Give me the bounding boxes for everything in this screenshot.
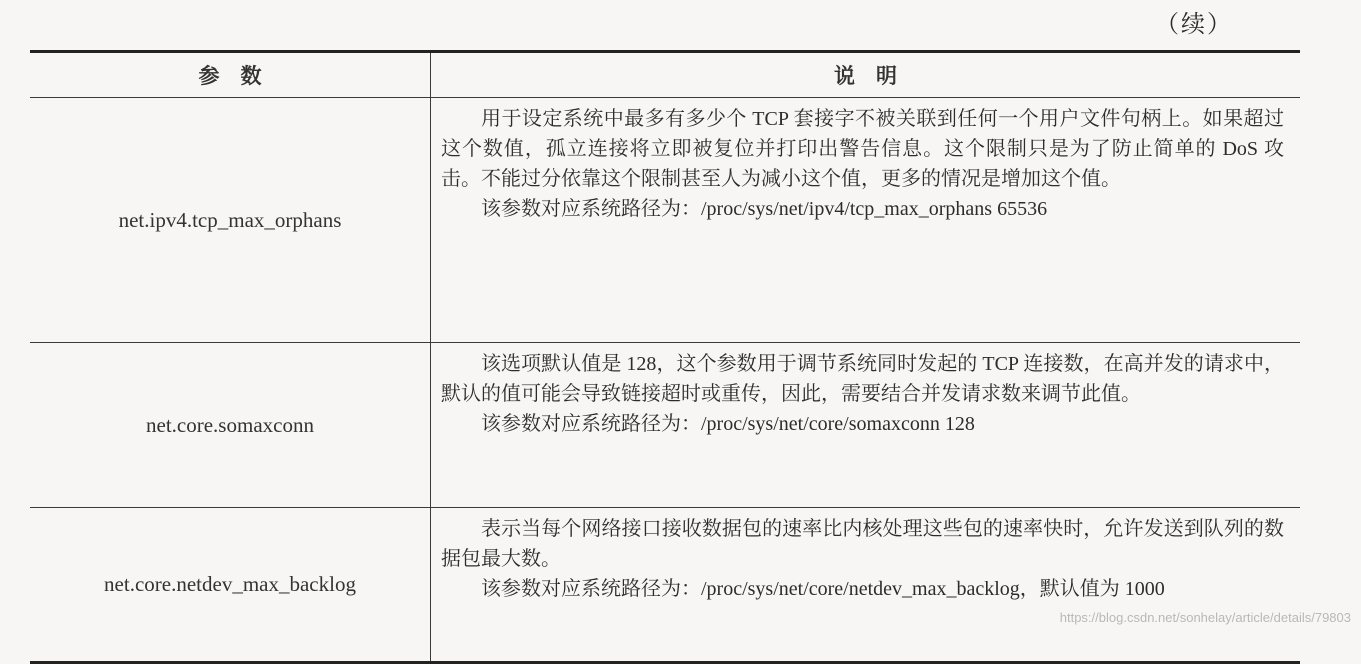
param-description (431, 343, 1301, 508)
param-name: net.core.somaxconn (30, 343, 431, 508)
param-name: net.core.netdev_max_backlog (30, 508, 431, 663)
description-path: 该参数对应系统路径为：/proc/sys/net/core/somaxconn 128 (481, 413, 975, 435)
parameter-table (30, 50, 1300, 664)
description-paragraph: 表示当每个网络接口接收数据包的速率比内核处理这些包的速率快时，允许发送到队列的数据包最大数。 (441, 518, 1284, 570)
table-row (30, 98, 1300, 343)
watermark: https://blog.csdn.net/sonhelay/article/details/79803 (1059, 610, 1351, 625)
header-param: 参 数 (30, 52, 431, 98)
table-row (30, 508, 1300, 663)
description-paragraph: 用于设定系统中最多有多少个 TCP 套接字不被关联到任何一个用户文件句柄上。如果超过这个数值，孤立连接将立即被复位并打印出警告信息。这个限制只是为了防止简单的 DoS 攻击。不能过分依靠这个限制甚至人为减小这个值，更多的情况是增加这个值。 (441, 108, 1284, 190)
description-paragraph: 该选项默认值是 128，这个参数用于调节系统同时发起的 TCP 连接数，在高并发的请求中，默认的值可能会导致链接超时或重传，因此，需要结合并发请求数来调节此值。 (441, 353, 1284, 405)
table-header-row (30, 52, 1300, 98)
continued-label: （续） (1155, 12, 1233, 38)
param-name: net.ipv4.tcp_max_orphans (30, 98, 431, 343)
header-description: 说 明 (431, 52, 1301, 98)
param-description (431, 508, 1301, 663)
param-description (431, 98, 1301, 343)
description-path: 该参数对应系统路径为：/proc/sys/net/ipv4/tcp_max_orphans 65536 (481, 198, 1048, 220)
table-row (30, 343, 1300, 508)
description-path: 该参数对应系统路径为：/proc/sys/net/core/netdev_max_backlog，默认值为 1000 (481, 578, 1165, 600)
